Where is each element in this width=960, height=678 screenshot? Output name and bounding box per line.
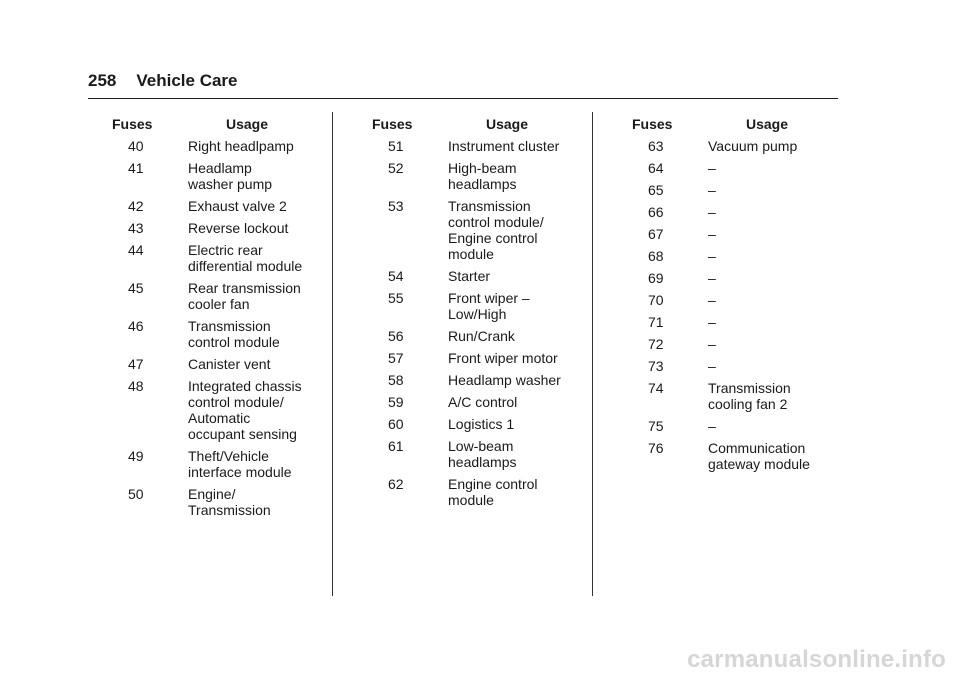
usage-line: Transmission (188, 502, 271, 518)
usage-line: – (708, 182, 716, 198)
usage-line: washer pump (188, 176, 273, 192)
table-row (632, 204, 846, 220)
usage-line: Transmission (448, 198, 531, 214)
usage-line: interface module (188, 464, 292, 480)
usage-line: headlamps (448, 454, 517, 470)
fuse-number: 61 (388, 438, 404, 454)
fuse-number: 40 (128, 138, 144, 154)
table-row (372, 268, 586, 284)
usage-line: Vacuum pump (708, 138, 798, 154)
usage-line: – (708, 336, 716, 352)
table-row (632, 380, 846, 412)
fuse-number: 73 (648, 358, 664, 374)
table-row (632, 358, 846, 374)
page-number: 258 (88, 71, 117, 90)
fuse-usage (170, 318, 314, 350)
table-row (112, 280, 326, 312)
usage-line: Low-beam (448, 438, 514, 454)
fuse-usage (690, 138, 834, 154)
page-header (88, 71, 238, 97)
fuse-usage (170, 138, 314, 154)
table-row (372, 328, 586, 344)
column-divider (592, 112, 593, 596)
fuse-number: 56 (388, 328, 404, 344)
fuse-number: 55 (388, 290, 404, 306)
usage-line: cooling fan 2 (708, 396, 788, 412)
fuse-usage (170, 378, 314, 442)
fuse-usage (690, 204, 834, 220)
fuse-number: 74 (648, 380, 664, 396)
fuse-usage (690, 440, 834, 472)
usage-line: – (708, 204, 716, 220)
fuse-number: 50 (128, 486, 144, 502)
header-fuses: Fuses (372, 116, 413, 132)
usage-line: High-beam (448, 160, 517, 176)
usage-line: Electric rear (188, 242, 263, 258)
table-row (632, 226, 846, 242)
usage-line: Transmission (188, 318, 271, 334)
usage-line: headlamps (448, 176, 517, 192)
fuse-usage (690, 336, 834, 352)
usage-line: Integrated chassis (188, 378, 302, 394)
fuse-usage (430, 268, 574, 284)
fuse-number: 70 (648, 292, 664, 308)
table-row (632, 314, 846, 330)
fuse-usage (430, 290, 574, 322)
fuse-usage (170, 220, 314, 236)
usage-line: Engine control (448, 230, 538, 246)
table-row (112, 378, 326, 442)
fuse-table-column-1 (112, 116, 326, 524)
usage-line: control module/ (448, 214, 544, 230)
fuse-number: 69 (648, 270, 664, 286)
fuse-number: 68 (648, 248, 664, 264)
fuse-usage (690, 226, 834, 242)
table-row (632, 292, 846, 308)
fuse-usage (170, 280, 314, 312)
table-row (372, 198, 586, 262)
usage-line: – (708, 160, 716, 176)
header-fuses: Fuses (632, 116, 673, 132)
fuse-number: 53 (388, 198, 404, 214)
table-row (372, 350, 586, 366)
fuse-number: 65 (648, 182, 664, 198)
table-row (112, 242, 326, 274)
usage-line: Right headlpamp (188, 138, 294, 154)
table-row (112, 448, 326, 480)
usage-line: Transmission (708, 380, 791, 396)
usage-line: differential module (188, 258, 303, 274)
usage-line: Engine/ (188, 486, 236, 502)
usage-line: Engine control (448, 476, 538, 492)
usage-line: Automatic (188, 410, 251, 426)
fuse-rows (372, 138, 586, 508)
table-row (372, 438, 586, 470)
fuse-table-column-2 (372, 116, 586, 514)
usage-line: – (708, 418, 716, 434)
usage-line: Front wiper motor (448, 350, 558, 366)
fuse-number: 75 (648, 418, 664, 434)
usage-line: control module/ (188, 394, 284, 410)
table-row (372, 416, 586, 432)
table-row (372, 290, 586, 322)
fuse-usage (430, 372, 574, 388)
fuse-number: 64 (648, 160, 664, 176)
fuse-usage (430, 476, 574, 508)
usage-line: Instrument cluster (448, 138, 560, 154)
fuse-rows (112, 138, 326, 518)
column-header (372, 116, 586, 133)
usage-line: Rear transmission (188, 280, 301, 296)
table-row (632, 270, 846, 286)
usage-line: – (708, 270, 716, 286)
table-row (112, 160, 326, 192)
usage-line: Starter (448, 268, 491, 284)
usage-line: Communication (708, 440, 806, 456)
usage-line: – (708, 248, 716, 264)
usage-line: – (708, 226, 716, 242)
table-row (632, 248, 846, 264)
fuse-usage (170, 198, 314, 214)
fuse-number: 57 (388, 350, 404, 366)
column-divider (332, 112, 333, 596)
usage-line: A/C control (448, 394, 518, 410)
fuse-usage (170, 486, 314, 518)
usage-line: Low/High (448, 306, 507, 322)
table-row (112, 198, 326, 214)
fuse-usage (690, 182, 834, 198)
header-usage: Usage (486, 116, 529, 132)
fuse-number: 63 (648, 138, 664, 154)
fuse-usage (170, 242, 314, 274)
table-row (372, 160, 586, 192)
fuse-number: 52 (388, 160, 404, 176)
fuse-usage (170, 160, 314, 192)
usage-line: module (448, 246, 494, 262)
column-header (112, 116, 326, 133)
column-header (632, 116, 846, 133)
fuse-number: 46 (128, 318, 144, 334)
fuse-usage (430, 328, 574, 344)
fuse-number: 45 (128, 280, 144, 296)
fuse-number: 43 (128, 220, 144, 236)
usage-line: Run/Crank (448, 328, 515, 344)
table-row (372, 138, 586, 154)
watermark: carmanualsonline.info (687, 646, 946, 673)
header-usage: Usage (746, 116, 789, 132)
table-row (372, 372, 586, 388)
usage-line: – (708, 314, 716, 330)
fuse-usage (690, 160, 834, 176)
fuse-number: 41 (128, 160, 144, 176)
fuse-number: 54 (388, 268, 404, 284)
fuse-number: 60 (388, 416, 404, 432)
table-row (372, 394, 586, 410)
fuse-usage (430, 394, 574, 410)
fuse-usage (430, 138, 574, 154)
fuse-number: 48 (128, 378, 144, 394)
fuse-usage (430, 416, 574, 432)
usage-line: module (448, 492, 494, 508)
fuse-number: 49 (128, 448, 144, 464)
usage-line: occupant sensing (188, 426, 297, 442)
fuse-usage (690, 314, 834, 330)
fuse-usage (690, 270, 834, 286)
usage-line: Canister vent (188, 356, 271, 372)
table-row (112, 318, 326, 350)
fuse-usage (690, 248, 834, 264)
fuse-number: 71 (648, 314, 664, 330)
fuse-usage (170, 448, 314, 480)
usage-line: control module (188, 334, 280, 350)
fuse-number: 72 (648, 336, 664, 352)
fuse-usage (170, 356, 314, 372)
header-fuses: Fuses (112, 116, 153, 132)
fuse-usage (690, 380, 834, 412)
table-row (372, 476, 586, 508)
fuse-number: 62 (388, 476, 404, 492)
fuse-usage (430, 438, 574, 470)
usage-line: – (708, 292, 716, 308)
fuse-number: 58 (388, 372, 404, 388)
fuse-usage (430, 350, 574, 366)
header-usage: Usage (226, 116, 269, 132)
table-row (632, 138, 846, 154)
header-rule (88, 98, 838, 99)
fuse-number: 67 (648, 226, 664, 242)
usage-line: Reverse lockout (188, 220, 289, 236)
fuse-usage (690, 418, 834, 434)
fuse-rows (632, 138, 846, 472)
table-row (112, 138, 326, 154)
table-row (632, 182, 846, 198)
table-row (112, 356, 326, 372)
fuse-number: 47 (128, 356, 144, 372)
usage-line: Front wiper – (448, 290, 530, 306)
usage-line: Headlamp washer (448, 372, 561, 388)
fuse-number: 66 (648, 204, 664, 220)
fuse-number: 42 (128, 198, 144, 214)
usage-line: – (708, 358, 716, 374)
usage-line: Logistics 1 (448, 416, 515, 432)
table-row (632, 440, 846, 472)
fuse-number: 59 (388, 394, 404, 410)
fuse-table-column-3 (632, 116, 846, 478)
fuse-number: 76 (648, 440, 664, 456)
table-row (632, 418, 846, 434)
fuse-usage (690, 292, 834, 308)
fuse-number: 51 (388, 138, 404, 154)
usage-line: Theft/Vehicle (188, 448, 269, 464)
table-row (632, 336, 846, 352)
usage-line: Headlamp (188, 160, 252, 176)
table-row (112, 220, 326, 236)
fuse-usage (430, 160, 574, 192)
usage-line: gateway module (708, 456, 810, 472)
table-row (112, 486, 326, 518)
page-title: Vehicle Care (136, 71, 238, 90)
usage-line: cooler fan (188, 296, 250, 312)
fuse-usage (430, 198, 574, 262)
usage-line: Exhaust valve 2 (188, 198, 287, 214)
fuse-usage (690, 358, 834, 374)
table-row (632, 160, 846, 176)
fuse-number: 44 (128, 242, 144, 258)
